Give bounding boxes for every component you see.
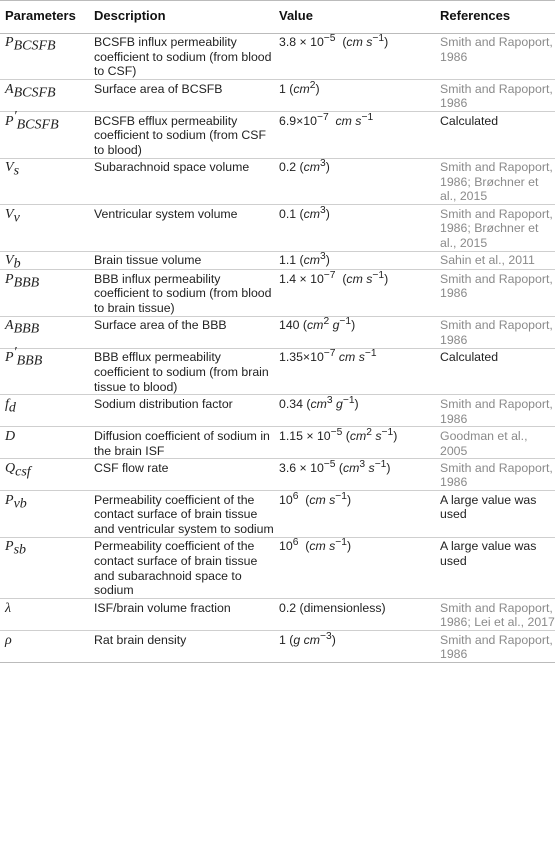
table-row <box>0 537 555 598</box>
parameter-reference: Smith and Rapoport, 1986 <box>435 80 555 112</box>
parameter-symbol <box>0 491 89 538</box>
table-row <box>0 395 555 427</box>
parameter-description: ISF/brain volume fraction <box>89 599 274 631</box>
parameter-description: Surface area of the BBB <box>89 316 274 348</box>
symbol-subscript: BCSFB <box>16 117 59 133</box>
symbol-text: P <box>5 113 14 129</box>
parameter-symbol <box>0 537 89 598</box>
parameter-value: $1.4 \times 10^{-7}$ (cm $s^{-1}$) <box>274 270 435 317</box>
parameter-description: BCSFB influx permeability coefficient to sodium (from blood to CSF) <box>89 33 274 80</box>
symbol-subscript: BBB <box>13 275 40 291</box>
parameter-value: $10^6$ (cm $s^{-1}$) <box>274 537 435 598</box>
symbol-subscript: BBB <box>16 353 43 369</box>
parameter-reference: Goodman et al., 2005 <box>435 427 555 459</box>
symbol-subscript: v <box>13 210 20 226</box>
table-row <box>0 33 555 80</box>
parameter-value: 0.1 $(cm^3)$ <box>274 205 435 252</box>
symbol-subscript: sb <box>13 542 27 558</box>
parameter-description: CSF flow rate <box>89 459 274 491</box>
symbol-text: Q <box>5 460 16 476</box>
symbol-text: λ <box>5 600 12 616</box>
parameter-value: 0.34 ($cm^3$ $g^{-1}$) <box>274 395 435 427</box>
parameter-symbol <box>0 205 89 252</box>
parameter-value: 1 $(cm^2)$ <box>274 80 435 112</box>
parameter-description: Diffusion coefficient of sodium in the brain ISF <box>89 427 274 459</box>
parameter-description: Ventricular system volume <box>89 205 274 252</box>
parameter-reference: Smith and Rapoport, 1986 <box>435 459 555 491</box>
parameter-description: Permeability coefficient of the contact surface of brain tissue and ventricular system to sodium <box>89 491 274 538</box>
table-row <box>0 491 555 538</box>
table-row <box>0 270 555 317</box>
table-row <box>0 427 555 459</box>
parameter-reference: Smith and Rapoport, 1986; Brøchner et al., 2015 <box>435 205 555 252</box>
parameter-symbol <box>0 108 89 159</box>
parameter-symbol <box>0 599 89 631</box>
parameter-reference: Smith and Rapoport, 1986; Lei et al., 2017 <box>435 599 555 631</box>
parameter-value: 0.2 $(cm^3)$ <box>274 158 435 205</box>
parameter-reference: Smith and Rapoport, 1986 <box>435 395 555 427</box>
parameter-symbol <box>0 345 89 395</box>
header-description: Description <box>89 1 274 34</box>
parameter-value: $6.9\times 10^{-7}$ cm $s^{-1}$ <box>274 112 435 159</box>
parameter-symbol <box>0 459 89 491</box>
header-parameters: Parameters <box>0 1 89 34</box>
parameter-reference: Smith and Rapoport, 1986; Brøchner et al., 2015 <box>435 158 555 205</box>
parameter-reference: Calculated <box>435 348 555 395</box>
table-row <box>0 112 555 159</box>
symbol-text: f <box>5 396 9 412</box>
parameter-symbol <box>0 316 89 348</box>
parameter-description: BCSFB efflux permeability coefficient to sodium (from CSF to blood) <box>89 112 274 159</box>
symbol-text: A <box>5 81 14 97</box>
table-row <box>0 348 555 395</box>
symbol-prime: ′ <box>13 345 17 361</box>
symbol-text: A <box>5 318 14 334</box>
header-value: Value <box>274 1 435 34</box>
table-row <box>0 205 555 252</box>
parameter-value: 140 ($cm^2$ $g^{-1}$) <box>274 316 435 348</box>
symbol-text: P <box>5 492 14 508</box>
table-row <box>0 158 555 205</box>
symbol-subscript: d <box>8 400 16 416</box>
parameter-symbol <box>0 251 89 272</box>
parameter-symbol <box>0 33 89 80</box>
symbol-subscript: BBB <box>13 321 40 337</box>
symbol-text: P <box>5 350 14 366</box>
parameter-value: $1.35\times 10^{-7}$ cm $s^{-1}$ <box>274 348 435 395</box>
parameter-description: Permeability coefficient of the contact surface of brain tissue and subarachnoid space to sodium <box>89 537 274 598</box>
parameter-description: Surface area of BCSFB <box>89 80 274 112</box>
parameter-reference: Calculated <box>435 112 555 159</box>
parameter-value: $3.6 \times 10^{-5}$ ($cm^3$ $s^{-1}$) <box>274 459 435 491</box>
symbol-subscript: csf <box>15 464 31 480</box>
parameter-description: Sodium distribution factor <box>89 395 274 427</box>
symbol-text: V <box>5 206 14 222</box>
parameter-value: 1 (g $cm^{-3}$) <box>274 631 435 663</box>
table-row <box>0 631 555 663</box>
symbol-text: V <box>5 160 14 176</box>
parameter-reference: Sahin et al., 2011 <box>435 251 555 269</box>
parameter-description: BBB influx permeability coefficient to sodium (from blood to brain tissue) <box>89 270 274 317</box>
symbol-subscript: BCSFB <box>13 38 56 54</box>
parameter-description: Subarachnoid space volume <box>89 158 274 205</box>
symbol-subscript: vb <box>13 496 27 512</box>
symbol-subscript: BCSFB <box>13 85 56 101</box>
parameter-symbol <box>0 270 89 317</box>
parameter-description: Brain tissue volume <box>89 251 274 269</box>
symbol-text: V <box>5 253 14 269</box>
table-body <box>0 33 555 663</box>
parameter-reference: Smith and Rapoport, 1986 <box>435 270 555 317</box>
parameter-value: $1.15 \times 10^{-5}$ ($cm^2$ $s^{-1}$) <box>274 427 435 459</box>
table-row <box>0 599 555 631</box>
table-row <box>0 459 555 491</box>
parameter-value: 0.2 (dimensionless) <box>274 599 435 631</box>
parameter-symbol <box>0 158 89 205</box>
header-row <box>0 1 555 34</box>
symbol-text: ρ <box>5 632 12 648</box>
parameter-symbol <box>0 80 89 112</box>
symbol-text: D <box>5 428 16 444</box>
header-references: References <box>435 1 555 34</box>
parameter-reference: Smith and Rapoport, 1986 <box>435 316 555 348</box>
parameter-reference: A large value was used <box>435 537 555 598</box>
symbol-prime: ′ <box>13 108 17 124</box>
parameter-symbol <box>0 631 89 663</box>
table-row <box>0 80 555 112</box>
parameter-reference: A large value was used <box>435 491 555 538</box>
parameter-value: $3.8 \times 10^{-5}$ (cm $s^{-1}$) <box>274 33 435 80</box>
parameter-description: BBB efflux permeability coefficient to sodium (from brain tissue to blood) <box>89 348 274 395</box>
parameter-reference: Smith and Rapoport, 1986 <box>435 631 555 663</box>
table-row <box>0 316 555 348</box>
parameter-reference: Smith and Rapoport, 1986 <box>435 33 555 80</box>
symbol-text: P <box>5 271 14 287</box>
parameter-value: $10^6$ (cm $s^{-1}$) <box>274 491 435 538</box>
symbol-subscript: s <box>13 163 20 179</box>
symbol-text: P <box>5 35 14 51</box>
symbol-subscript: b <box>13 256 21 272</box>
parameter-value: 1.1 $(cm^3)$ <box>274 251 435 269</box>
table-row <box>0 251 555 269</box>
symbol-text: P <box>5 539 14 555</box>
parameter-description: Rat brain density <box>89 631 274 663</box>
parameter-symbol <box>0 427 89 459</box>
parameter-symbol <box>0 395 89 427</box>
